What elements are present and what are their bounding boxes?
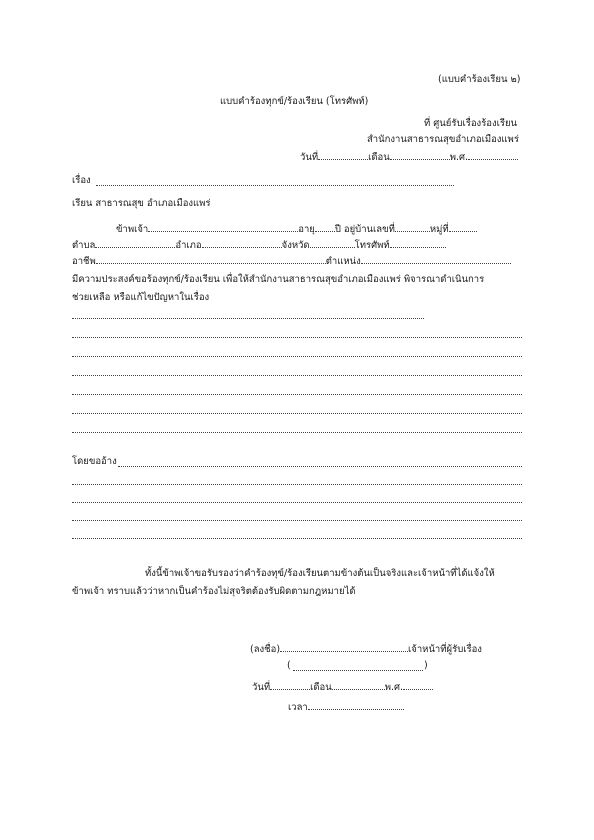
amphoe-field[interactable] (202, 238, 282, 248)
year-label: พ.ศ. (449, 152, 469, 163)
certify-line-1: ทั้งนี้ข้าพเจ้าขอรับรองว่าคำร้องทุข์/ร้องเรียนตามข้างต้นเป็นจริงและเจ้าหน้าที่ได้แจ้งให้ (145, 568, 495, 579)
house-no-field[interactable] (395, 222, 430, 232)
sig-year-label: พ.ศ. (384, 682, 404, 693)
time-label: เวลา (288, 702, 308, 713)
date-row (300, 150, 518, 164)
tambon-field[interactable] (95, 238, 175, 248)
age-label: อายุ (298, 224, 315, 235)
province-field[interactable] (310, 238, 355, 248)
amphoe-label: อำเภอ (175, 240, 202, 251)
sig-month-field[interactable] (332, 680, 385, 690)
purpose-line-1: มีความประสงค์ขอร้องทุกข์/ร้องเรียน เพื่อให้สำนักงานสาธารณสุขอำเภอเมืองแพร่ พิจารณาดำเนินการ (72, 274, 485, 285)
claim-line[interactable] (72, 502, 522, 503)
open-paren: ( (287, 660, 291, 671)
name-field[interactable] (148, 222, 298, 232)
age-field[interactable] (315, 222, 335, 232)
complaint-line[interactable] (72, 432, 522, 433)
complaint-line[interactable] (72, 318, 424, 319)
form-number: (แบบคำร้องเรียน ๒) (438, 74, 521, 85)
tambon-label: ตำบล (72, 240, 96, 251)
sig-day-label: วันที่ (252, 682, 271, 693)
purpose-line-2: ช่วยเหลือ หรือแก้ไขปัญหาในเรื่อง (72, 292, 210, 303)
personal-row-2 (72, 238, 446, 252)
sign-label: (ลงชื่อ) (250, 644, 281, 655)
claim-line[interactable] (72, 520, 522, 521)
complaint-line[interactable] (72, 394, 522, 395)
recipient-line-2: สำนักงานสาธารณสุขอำเภอเมืองแพร่ (367, 134, 519, 145)
claim-line[interactable] (118, 466, 522, 467)
claim-label: โดยขออ้าง (72, 456, 117, 467)
position-field[interactable] (361, 254, 511, 264)
claim-line[interactable] (72, 484, 522, 485)
sig-year-field[interactable] (403, 680, 433, 690)
i-label: ข้าพเจ้า (116, 224, 149, 235)
month-label: เดือน (368, 152, 390, 163)
day-field[interactable] (318, 150, 368, 160)
close-paren: ) (424, 660, 428, 671)
printed-name-field[interactable] (293, 670, 423, 671)
signature-date-row (252, 680, 433, 694)
province-label: จังหวัด (281, 240, 310, 251)
day-label: วันที่ (300, 152, 319, 163)
complaint-line[interactable] (72, 413, 522, 414)
phone-field[interactable] (390, 238, 446, 248)
occupation-field[interactable] (96, 254, 326, 264)
signature-row (250, 642, 482, 656)
year-field[interactable] (468, 150, 518, 160)
occupation-label: อาชีพ (72, 256, 96, 267)
officer-label: เจ้าหน้าที่ผู้รับเรื่อง (408, 644, 482, 655)
form-title: แบบคำร้องทุกข์/ร้องเรียน (โทรศัพท์) (220, 96, 369, 107)
recipient-line-1: ที่ ศูนย์รับเรื่องร้องเรียน (424, 118, 518, 129)
personal-row-1 (116, 222, 477, 236)
sig-month-label: เดือน (310, 682, 332, 693)
moo-label: หมู่ที่ (429, 224, 449, 235)
complaint-line[interactable] (72, 375, 522, 376)
claim-line[interactable] (72, 538, 522, 539)
phone-label: โทรศัพท์ (354, 240, 390, 251)
salutation: เรียน สาธารณสุข อำเภอเมืองแพร่ (72, 198, 211, 209)
house-no-label: ปี อยู่บ้านเลขที่ (334, 224, 395, 235)
personal-row-3 (72, 254, 511, 268)
subject-field[interactable] (96, 185, 454, 186)
position-label: ตำแหน่ง (325, 256, 361, 267)
complaint-line[interactable] (72, 356, 522, 357)
signature-field[interactable] (280, 642, 408, 652)
time-field[interactable] (308, 700, 404, 710)
moo-field[interactable] (449, 222, 477, 232)
sig-day-field[interactable] (270, 680, 310, 690)
subject-label: เรื่อง (72, 175, 91, 186)
certify-line-2: ข้าพเจ้า ทราบแล้วว่าหากเป็นคำร้องไม่สุจริตต้องรับผิดตามกฎหมายได้ (72, 586, 356, 597)
complaint-line[interactable] (72, 337, 522, 338)
time-row (288, 700, 404, 714)
month-field[interactable] (390, 150, 450, 160)
